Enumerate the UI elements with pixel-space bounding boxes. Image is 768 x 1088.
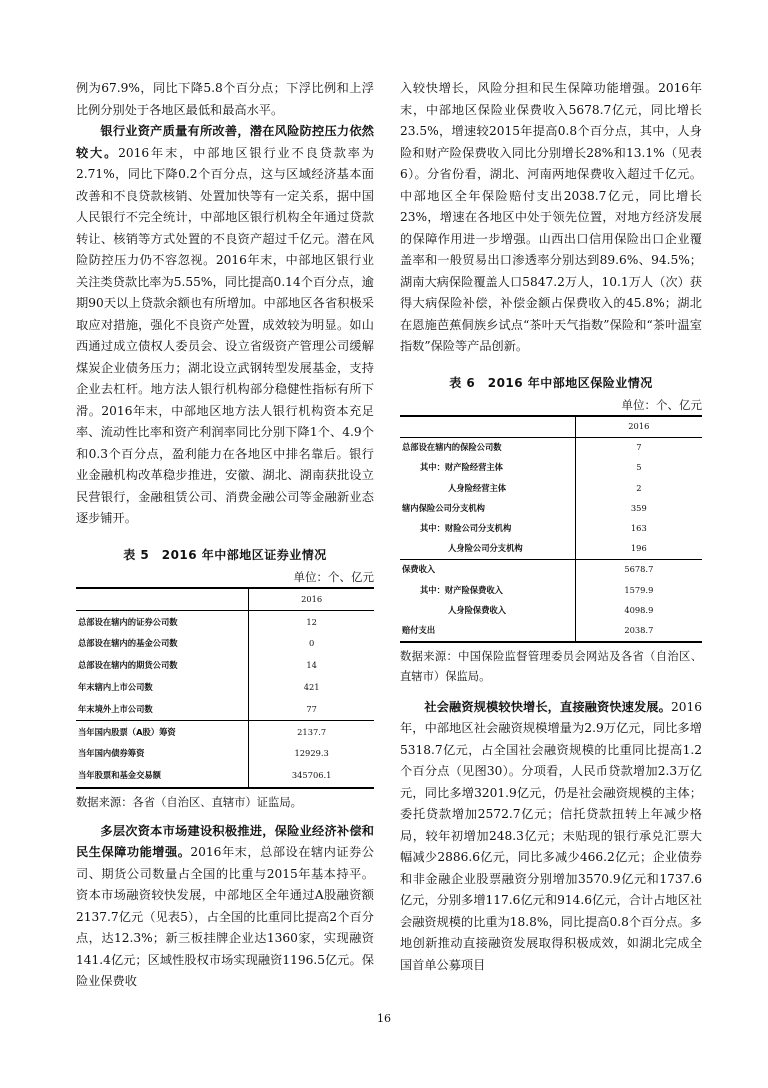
left-paragraph-capital-market — [76, 821, 374, 993]
right-paragraph-0: 入较快增长，风险分担和民生保障功能增强。2016年末，中部地区保险业保费收入5678.7亿元，同比增长23.5%，增速较2015年提高0.8个百分点，其中，人身险和财产险保费收入同比分别增长28%和13.1%（见表6）。分省份看，湖北、河南两地保费收入超过千亿元。中部地区全年保险赔付支出2038.7亿元，同比增长23%，增速在各地区中处于领先位置，对地方经济发展的保障作用进一步增强。山西出口信用保险出口企业覆盖率和一般贸易出口渗透率分别达到89.6%、94.5%；湖南大病保险覆盖人口5847.2万人，10.1万人（次）获得大病保险补偿，补偿金额占保费收入的45.8%；湖北在恩施芭蕉侗族乡试点“茶叶天气指数”保险和“茶叶温室指数”保险等产品创新。 — [400, 81, 702, 353]
table-row — [400, 498, 702, 518]
table6-unit: 单位：个、亿元 — [621, 397, 702, 412]
table-row — [76, 677, 374, 699]
table-row — [76, 765, 374, 788]
row-label: 辖内保险公司分支机构 — [400, 498, 575, 518]
table-row — [76, 611, 374, 633]
table-row — [400, 437, 702, 458]
table-row — [400, 620, 702, 641]
row-label: 赔付支出 — [400, 620, 575, 641]
table-row — [76, 633, 374, 655]
row-value: 2 — [636, 482, 642, 493]
capital-market-heading: 多层次资本市场建设积极推进，保险业经济补偿和民生保障功能增强。 — [76, 823, 374, 860]
banking-text: 2016年末，中部地区银行业不良贷款率为2.71%，同比下降0.2个百分点，这与区域经济基本面改善和不良贷款核销、处置加快等有一定关系，据中国人民银行不完全统计，中部地区银行机构全年通过贷款转让、核销等方式处置的不良资产超过千亿元。潜在风险防控压力仍不容忽视。2016年末，中部地区银行业关注类贷款比率为5.55%，同比提高0.14个百分点，逾期90天以上贷款余额也有所增加。中部地区各省积极采取应对措施，强化不良资产处置，成效较为明显。如山西通过成立债权人委员会、设立省级资产管理公司缓解煤炭企业债务压力；湖北设立武钢转型发展基金，支持企业去杠杆。地方法人银行机构部分稳健性指标有所下滑。2016年末，中部地区地方法人银行机构资本充足率、流动性比率和资产利润率同比分别下降1个、4.9个和0.3个百分点，盈利能力在各地区中排名靠后。银行业金融机构改革稳步推进，安徽、湖北、湖南获批设立民营银行，金融租赁公司、消费金融公司等金融新业态逐步铺开。 — [76, 145, 374, 525]
table6-caption: 表 6 2016 年中部地区保险业情况 — [449, 375, 653, 390]
row-value: 5678.7 — [575, 559, 702, 580]
row-label: 总部设在辖内的期货公司数 — [76, 655, 249, 677]
row-value: 77 — [306, 703, 317, 714]
left-column — [76, 78, 374, 993]
table-row — [400, 518, 702, 538]
row-value: 2038.7 — [575, 620, 702, 641]
row-value: 5 — [636, 462, 642, 473]
row-value: 12929.3 — [294, 748, 329, 759]
row-label: 人身险保费收入 — [400, 600, 575, 620]
table6-source: 数据来源：中国保险监督管理委员会网站及各省（自治区、直辖市）保监局。 — [400, 649, 702, 683]
insurance-table — [400, 415, 702, 643]
row-label: 总部设在辖内的保险公司数 — [400, 437, 575, 458]
table-header-row — [400, 416, 702, 438]
table-row — [400, 580, 702, 600]
row-value: 1579.9 — [624, 584, 654, 595]
row-label: 其中：财险公司分支机构 — [400, 518, 575, 538]
row-label: 总部设在辖内的基金公司数 — [76, 633, 249, 655]
right-column — [400, 78, 702, 976]
table5-source: 数据来源：各省（自治区、直辖市）证监局。 — [76, 795, 302, 809]
table-row — [400, 600, 702, 620]
row-label: 当年国内债券筹资 — [76, 743, 249, 765]
table-row — [76, 698, 374, 720]
header-blank-cell — [76, 588, 249, 611]
social-financing-text: 2016年，中部地区社会融资规模增量为2.9万亿元，同比多增5318.7亿元，占全国社会融资规模的比重同比提高1.2个百分点（见图30）。分项看，人民币贷款增加2.3万亿元，同比多增3201.9亿元，仍是社会融资规模的主体；委托贷款增加2572.7亿元；信托贷款扭转上年减少格局，较年初增加248.3亿元；未贴现的银行承兑汇票大幅减少2886.6亿元，同比多减少466.2亿元；企业债券和非金融企业股票融资分别增加3570.9亿元和1737.6亿元，分别多增117.6亿元和914.6亿元，合计占地区社会融资规模的比重为18.8%，同比提高0.8个百分点。多地创新推动直接融资发展取得积极成效，如湖北完成全国首单公募项目 — [400, 699, 702, 972]
row-value: 2137.7 — [249, 721, 374, 743]
table5-unit: 单位：个、亿元 — [293, 569, 374, 584]
table-row — [76, 721, 374, 743]
row-value: 12 — [306, 616, 317, 627]
securities-table — [76, 587, 374, 789]
banking-heading: 银行业资产质量有所改善，潜在风险防控压力依然较大。 — [76, 124, 374, 160]
header-blank-cell — [400, 416, 575, 438]
table5-caption: 表 5 2016 年中部地区证券业情况 — [123, 547, 327, 562]
row-value: 0 — [309, 638, 315, 649]
row-value: 163 — [630, 523, 647, 534]
table-row — [76, 743, 374, 765]
row-value: 196 — [630, 543, 647, 554]
row-value: 421 — [303, 682, 320, 693]
left-paragraph-banking — [76, 121, 374, 530]
row-label: 总部设在辖内的证券公司数 — [76, 611, 249, 633]
row-label: 其中：财产险经营主体 — [400, 458, 575, 478]
row-value: 359 — [630, 502, 647, 513]
row-value: 7 — [636, 442, 642, 453]
social-financing-heading: 社会融资规模较快增长，直接融资快速发展。 — [424, 699, 671, 714]
table-header-row — [76, 588, 374, 611]
left-paragraph-0: 例为67.9%，同比下降5.8个百分点；下浮比例和上浮比例分别处于各地区最低和最高水平。 — [76, 81, 374, 117]
row-value: 14 — [306, 660, 317, 671]
row-label: 保费收入 — [400, 559, 575, 580]
row-label: 人身险公司分支机构 — [400, 539, 575, 560]
table-row — [400, 539, 702, 560]
page-number: 16 — [377, 1012, 391, 1025]
row-label: 当年国内股票（A股）筹资 — [76, 721, 249, 743]
year-header: 2016 — [249, 588, 374, 611]
table-row — [400, 458, 702, 478]
right-paragraph-social-financing — [400, 697, 702, 977]
row-label: 年末境外上市公司数 — [76, 698, 249, 720]
year-header: 2016 — [575, 416, 702, 438]
row-label: 其中：财产险保费收入 — [400, 580, 575, 600]
row-value: 345706.1 — [249, 765, 374, 788]
row-label: 年末辖内上市公司数 — [76, 677, 249, 699]
row-label: 人身险经营主体 — [400, 478, 575, 498]
table-row — [76, 655, 374, 677]
table-row — [400, 478, 702, 498]
row-label: 当年股票和基金交易额 — [76, 765, 249, 788]
table-row — [400, 559, 702, 580]
row-value: 4098.9 — [624, 604, 654, 615]
capital-market-text: 2016年末，总部设在辖内证券公司、期货公司数量占全国的比重与2015年基本持平。资本市场融资较快发展，中部地区全年通过A股融资额2137.7亿元（见表5），占全国的比重同比提高2个百分点，达12.3%；新三板挂牌企业达1360家，实现融资141.4亿元；区域性股权市场实现融资1196.5亿元。保险业保费收 — [76, 845, 374, 989]
